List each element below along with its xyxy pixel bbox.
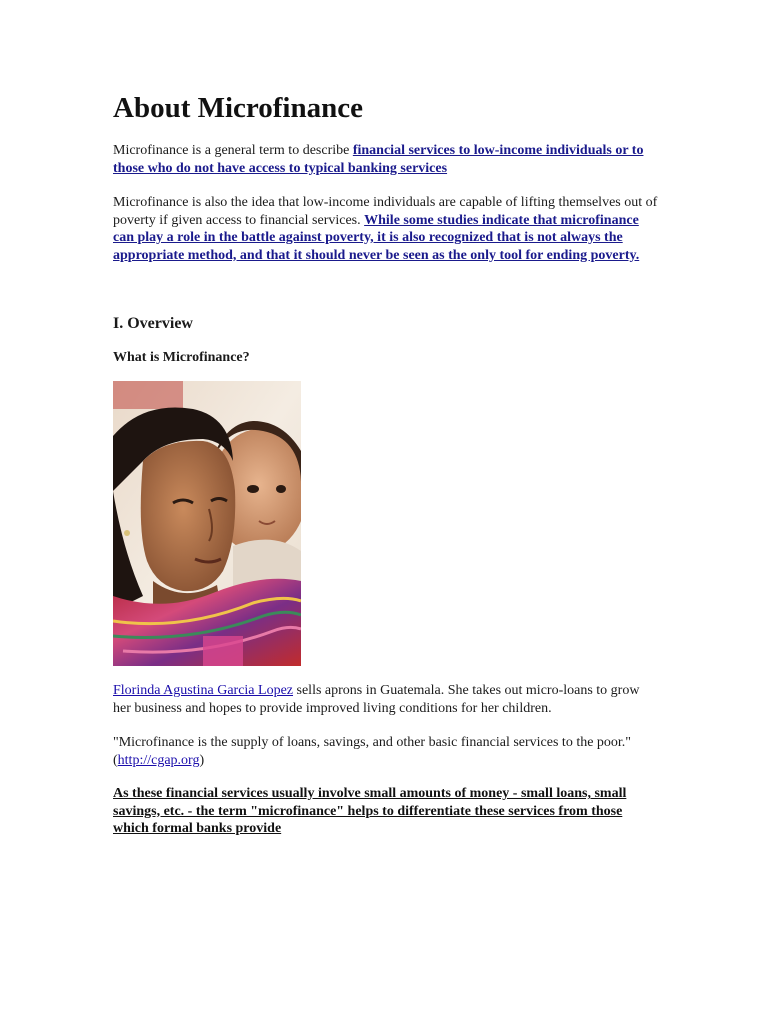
document-page: [113, 88, 658, 838]
what-is-heading: What is Microfinance?: [113, 350, 250, 365]
quote-paragraph: [113, 734, 658, 769]
page-title: About Microfinance: [113, 92, 363, 124]
cgap-link[interactable]: http://cgap.org: [117, 752, 200, 768]
intro-paragraph: [113, 142, 658, 177]
idea-paragraph: [113, 194, 658, 264]
woman-carrying-child-photo: [113, 381, 301, 666]
intro-link[interactable]: financial services to low-income individuals or to those who do not have access to typical banking services: [113, 143, 644, 176]
intro-text: Microfinance is a general term to describe: [113, 143, 353, 158]
quote-text: "Microfinance is the supply of loans, savings, and other basic financial services to the poor." (: [113, 735, 632, 768]
overview-heading: I. Overview: [113, 315, 193, 332]
idea-text: Microfinance is also the idea that low-income individuals are capable of lifting themselves out of poverty if given access to financial services.: [113, 195, 658, 228]
note-paragraph: As these financial services usually involve small amounts of money - small loans, small savings, etc. - the term "microfinance" helps to differentiate these services from those which formal banks provide: [113, 786, 627, 836]
idea-link[interactable]: While some studies indicate that microfinance can play a role in the battle against poverty, it is also recognized that is not always the appropriate method, and that it should never be seen as the only tool for ending poverty.: [113, 212, 640, 263]
quote-close: ): [199, 752, 205, 768]
caption-paragraph: [113, 682, 658, 717]
caption-link[interactable]: Florinda Agustina Garcia Lopez: [113, 683, 294, 698]
caption-text: sells aprons in Guatemala. She takes out micro-loans to grow her business and hopes to provide improved living conditions for her children.: [113, 683, 640, 716]
